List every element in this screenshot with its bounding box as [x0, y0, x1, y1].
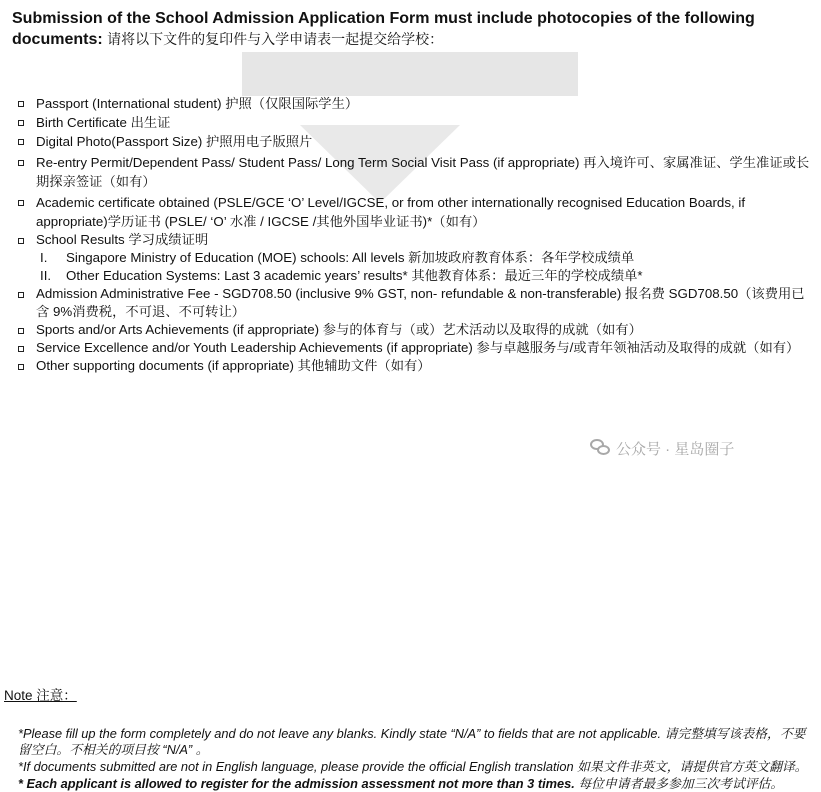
sub-list-item: I. Singapore Ministry of Education (MOE) schools: All levels 新加坡政府教育体系：各年学校成绩单 — [40, 250, 635, 265]
wechat-watermark — [590, 436, 734, 460]
heading-en: Submission of the School Admission Application Form must include photocopies of the following documents: — [12, 10, 755, 48]
note-line: *If documents submitted are not in English language, please provide the official English translation 如果文件非英文，请提供官方英文翻译。 — [18, 759, 808, 774]
note-bold-line: * Each applicant is allowed to register for the admission assessment not more than 3 times. 每位申请者最多参加三次考试评估。 — [18, 776, 784, 791]
school-results-sublist — [36, 249, 814, 285]
sub-list-item: II. Other Education Systems: Last 3 academic years’ results* 其他教育体系：最近三年的学校成绩单* — [40, 268, 643, 283]
checkbox-square-icon — [18, 238, 24, 244]
checkbox-square-icon — [18, 346, 24, 352]
checkbox-square-icon — [18, 139, 24, 145]
checkbox-square-icon — [18, 160, 24, 166]
list-item: Other supporting documents (if appropriate) 其他辅助文件（如有） — [14, 357, 814, 375]
watermark-text: 公众号 · 星岛圈子 — [616, 440, 735, 458]
heading-zh: 请将以下文件的复印件与入学申请表一起提交给学校： — [107, 31, 444, 47]
checkbox-square-icon — [18, 120, 24, 126]
notes-section — [18, 726, 808, 792]
note-line: *Please fill up the form completely and do not leave any blanks. Kindly state “N/A” to fields that are not applicable. 请完整填写该表格，不要留空白。不相关的项目按 “N/A” 。 — [18, 726, 806, 757]
checkbox-square-icon — [18, 328, 24, 334]
list-item: Academic certificate obtained (PSLE/GCE ‘O’ Level/IGCSE, or from other internationally recognised Education Boards, if appropriate)学历证书 (PSLE/ ‘O’ 水准 / IGCSE /其他外国毕业证书)*（如有） — [14, 193, 814, 231]
list-item: Service Excellence and/or Youth Leadership Achievements (if appropriate) 参与卓越服务与/或青年领袖活动及取得的成就（如有） — [14, 339, 814, 357]
list-item: Admission Administrative Fee - SGD708.50 (inclusive 9% GST, non- refundable & non-transferable) 报名费 SGD708.50（该费用已含 9%消费税，不可退、不可转让） — [14, 285, 814, 321]
list-item: School Results 学习成绩证明 I. Singapore Ministry of Education (MOE) schools: All levels 新加坡政府教育体系：各年学校成绩单 II. Other Education Systems: Last 3 academic years’ results* 其他教育体系：最近三年的学校成绩单* — [14, 231, 814, 285]
list-item: Digital Photo(Passport Size) 护照用电子版照片 — [14, 132, 814, 151]
checkbox-square-icon — [18, 364, 24, 370]
page-heading — [12, 8, 812, 50]
list-item: Sports and/or Arts Achievements (if appropriate) 参与的体育与（或）艺术活动以及取得的成就（如有） — [14, 321, 814, 339]
wechat-icon — [590, 439, 610, 457]
document-checklist — [14, 94, 814, 375]
checkbox-square-icon — [18, 292, 24, 298]
list-item: Re-entry Permit/Dependent Pass/ Student Pass/ Long Term Social Visit Pass (if appropriate) 再入境许可、家属准证、学生准证或长期探亲签证（如有） — [14, 153, 814, 191]
list-item: Birth Certificate 出生证 — [14, 113, 814, 132]
note-title: Note 注意： — [4, 688, 77, 703]
checkbox-square-icon — [18, 200, 24, 206]
list-item: Passport (International student) 护照（仅限国际学生） — [14, 94, 814, 113]
watermark-banner — [242, 52, 578, 96]
checkbox-square-icon — [18, 101, 24, 107]
